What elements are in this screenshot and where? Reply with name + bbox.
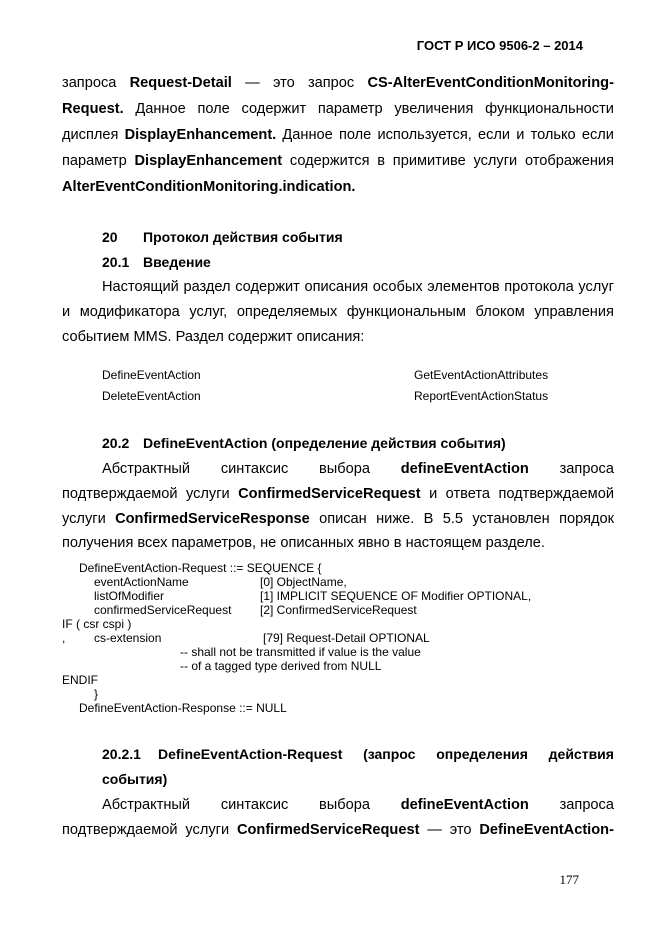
subsection-number: 20.1 [102, 254, 130, 270]
word: услуг [578, 279, 614, 295]
subsection-title-continued: события) [102, 771, 168, 787]
word: дисплея [62, 127, 119, 143]
word: описания [304, 279, 369, 295]
paragraph-line [62, 75, 614, 91]
word: услуг, [189, 304, 228, 320]
code-field-type: [2] ConfirmedServiceRequest [260, 603, 417, 617]
paragraph-line [62, 153, 614, 169]
paragraph-line [62, 127, 614, 143]
term: defineEventAction [400, 797, 529, 813]
word: управления [534, 304, 614, 320]
word: запроса [62, 75, 117, 91]
word: содержится [289, 153, 370, 169]
word: определения [436, 746, 528, 762]
term: DisplayEnhancement. [124, 127, 277, 143]
word: ответа [445, 486, 490, 502]
section-title: Протокол действия события [143, 229, 343, 245]
paragraph-line [102, 797, 614, 813]
code-comment: -- of a tagged type derived from NULL [180, 659, 382, 673]
term: ConfirmedServiceResponse [115, 511, 310, 527]
paragraph-line [102, 461, 614, 477]
word: только [530, 127, 576, 143]
term: ConfirmedServiceRequest [236, 822, 420, 838]
list-item: GetEventActionAttributes [414, 368, 549, 382]
word: услуги [185, 486, 230, 502]
subsection-title: DefineEventAction (определение действия события) [143, 435, 506, 451]
code-field-name: cs-extension [94, 631, 162, 645]
term: Request-Detail [129, 75, 232, 91]
word: подтверждаемой [62, 822, 178, 838]
word: — [427, 822, 442, 838]
paragraph-line [102, 279, 614, 295]
word: если [581, 127, 614, 143]
word: выбора [319, 461, 370, 477]
code-line: ENDIF [62, 673, 98, 687]
paragraph-line: событием MMS. Раздел содержит описания: [62, 329, 365, 345]
code-comment: -- shall not be transmitted if value is the value [180, 645, 421, 659]
list-item: DefineEventAction [102, 368, 201, 382]
code-field-name: confirmedServiceRequest [94, 603, 232, 617]
list-item: DeleteEventAction [102, 389, 201, 403]
word: примитиве [392, 153, 466, 169]
word: раздел [183, 279, 231, 295]
word: это [449, 822, 472, 838]
word: если [477, 127, 511, 143]
code-field-name: listOfModifier [94, 589, 165, 603]
word: описан [319, 511, 367, 527]
paragraph-line [62, 822, 614, 838]
word: особых [372, 279, 423, 295]
word: синтаксис [220, 461, 289, 477]
word: (запрос [363, 746, 416, 762]
word: протокола [504, 279, 574, 295]
word: определяемых [236, 304, 338, 320]
word: действия [548, 746, 614, 762]
subsection-title [158, 746, 614, 762]
code-comma: , [62, 631, 66, 645]
word: В [423, 511, 434, 527]
word: модификатора [79, 304, 180, 320]
term: Request. [62, 101, 124, 117]
word: поле [338, 127, 372, 143]
paragraph-line [62, 486, 614, 502]
word: запрос [307, 75, 355, 91]
word: Абстрактный [102, 461, 191, 477]
paragraph-line [62, 304, 614, 320]
code-field-type: [79] Request-Detail OPTIONAL [263, 631, 430, 645]
word: функциональности [485, 101, 614, 117]
subsection-title: Введение [143, 254, 211, 270]
paragraph-line: AlterEventConditionMonitoring.indication. [62, 179, 356, 195]
word: Настоящий [102, 279, 179, 295]
word: услуги [62, 511, 106, 527]
word: содержит [241, 101, 307, 117]
subsection-number: 20.2 [102, 435, 130, 451]
paragraph-line [62, 101, 614, 117]
word: услуги [473, 153, 518, 169]
word: услуги [185, 822, 230, 838]
word: Данное [135, 101, 186, 117]
word: — [245, 75, 260, 91]
word: увеличения [394, 101, 474, 117]
code-field-name: eventActionName [94, 575, 189, 589]
term: DefineEventAction- [479, 822, 614, 838]
word: параметр [62, 153, 127, 169]
word: блоком [475, 304, 525, 320]
word: это [272, 75, 295, 91]
list-item: ReportEventActionStatus [414, 389, 549, 403]
code-field-type: [0] ObjectName, [260, 575, 347, 589]
word: в [377, 153, 386, 169]
term: DisplayEnhancement [134, 153, 283, 169]
word: содержит [235, 279, 300, 295]
word: поле [197, 101, 230, 117]
word: функциональным [346, 304, 466, 320]
word: установлен [472, 511, 550, 527]
code-line: DefineEventAction-Request ::= SEQUENCE { [79, 561, 322, 575]
word: и [429, 486, 438, 502]
word: ниже. [376, 511, 415, 527]
page-number: 177 [559, 872, 579, 887]
word: Абстрактный [102, 797, 191, 813]
code-line: DefineEventAction-Response ::= NULL [79, 701, 287, 715]
word: и [62, 304, 71, 320]
word: выбора [319, 797, 370, 813]
paragraph-line [62, 511, 614, 527]
word: Данное [282, 127, 333, 143]
word: подтверждаемой [498, 486, 614, 502]
word: подтверждаемой [62, 486, 178, 502]
code-field-type: [1] IMPLICIT SEQUENCE OF Modifier OPTIONAL, [260, 589, 532, 603]
word: порядок [559, 511, 614, 527]
word: синтаксис [220, 797, 289, 813]
code-line: } [94, 687, 99, 701]
page-header: ГОСТ Р ИСО 9506-2 – 2014 [416, 38, 583, 53]
word: используется, [377, 127, 472, 143]
word: запроса [559, 797, 614, 813]
section-number: 20 [102, 229, 118, 245]
word: DefineEventAction-Request [158, 746, 343, 762]
paragraph-line: получения всех параметров, не описанных явно в настоящем разделе. [62, 535, 545, 551]
word: и [516, 127, 525, 143]
term: CS-AlterEventConditionMonitoring- [367, 75, 614, 91]
subsection-number: 20.2.1 [102, 746, 141, 762]
word: параметр [317, 101, 383, 117]
term: defineEventAction [400, 461, 529, 477]
word: 5.5 [442, 511, 464, 527]
word: элементов [427, 279, 500, 295]
word: отображения [524, 153, 614, 169]
code-line: IF ( csr cspi ) [62, 617, 132, 631]
word: запроса [559, 461, 614, 477]
term: ConfirmedServiceRequest [238, 486, 421, 502]
